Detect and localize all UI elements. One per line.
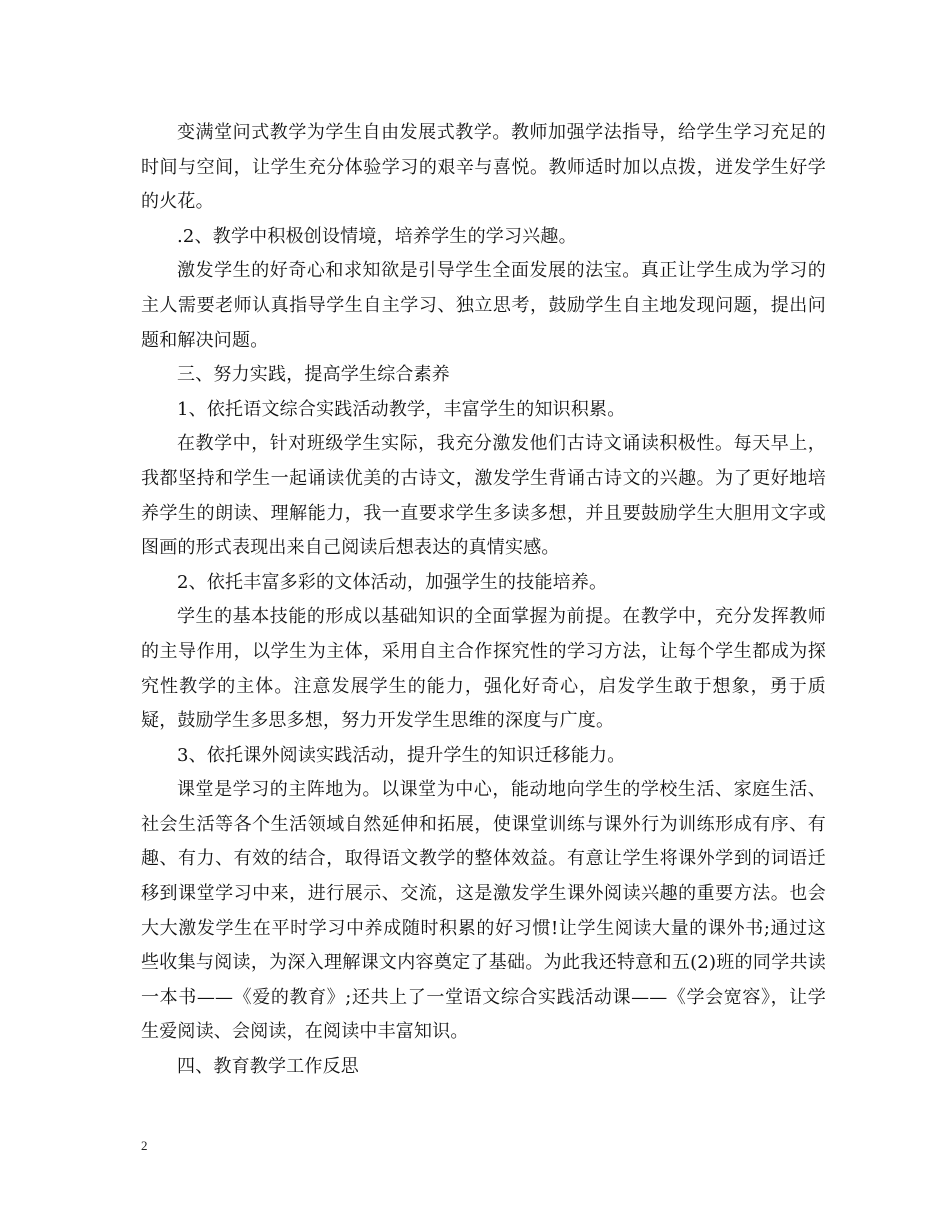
paragraph-classroom-main-position: 课堂是学习的主阵地为。以课堂为中心，能动地向学生的学校生活、家庭生活、社会生活等各个生活领域自然延伸和拓展，使课堂训练与课外行为训练形成有序、有趣、有力、有效的结合，取得语文教学的整体效益。有意让学生将课外学到的词语迁移到课堂学习中来，进行展示、交流，这是激发学生课外阅读兴趣的重要方法。也会大大激发学生在平时学习中养成随时积累的好习惯!让学生阅读大量的课外书;通过这些收集与阅读，为深入理解课文内容奠定了基础。为此我还特意和五(2)班的同学共读一本书——《爱的教育》;还共上了一堂语文综合实践活动课——《学会宽容》，让学生爱阅读、会阅读，在阅读中丰富知识。 bbox=[141, 779, 826, 1043]
heading-create-situations: .2、教学中积极创设情境，培养学生的学习兴趣。 bbox=[177, 225, 577, 247]
paragraph-classical-poetry: 在教学中，针对班级学生实际，我充分激发他们古诗文诵读积极性。每天早上，我都坚持和学生一起诵读优美的古诗文，激发学生背诵古诗文的兴趣。为了更好地培养学生的朗读、理解能力，我一直要求学生多读多想，并且要鼓励学生大胆用文字或图画的形式表现出来自己阅读后想表达的真情实感。 bbox=[141, 433, 826, 559]
section-heading-reflection: 四、教育教学工作反思 bbox=[177, 1056, 359, 1078]
page-number: 2 bbox=[141, 1138, 148, 1153]
paragraph-basic-skills: 学生的基本技能的形成以基础知识的全面掌握为前提。在教学中，充分发挥教师的主导作用，以学生为主体，采用自主合作探究性的学习方法，让每个学生都成为探究性教学的主体。注意发展学生的能力，强化好奇心，启发学生敢于想象，勇于质疑，鼓励学生多思多想，努力开发学生思维的深度与广度。 bbox=[141, 606, 826, 732]
paragraph-teaching-method: 变满堂问式教学为学生自由发展式教学。教师加强学法指导，给学生学习充足的时间与空间，让学生充分体验学习的艰辛与喜悦。教师适时加以点拨，迸发学生好学的火花。 bbox=[141, 122, 826, 213]
heading-extracurricular-reading: 3、依托课外阅读实践活动，提升学生的知识迁移能力。 bbox=[177, 744, 626, 766]
document-body bbox=[141, 116, 826, 1085]
heading-cultural-activities: 2、依托丰富多彩的文体活动，加强学生的技能培养。 bbox=[177, 571, 608, 593]
heading-chinese-practice-activities: 1、依托语文综合实践活动教学，丰富学生的知识积累。 bbox=[177, 398, 626, 420]
section-heading-practice: 三、努力实践，提高学生综合素养 bbox=[177, 364, 450, 386]
paragraph-curiosity: 激发学生的好奇心和求知欲是引导学生全面发展的法宝。真正让学生成为学习的主人需要老师认真指导学生自主学习、独立思考，鼓励学生自主地发现问题，提出问题和解决问题。 bbox=[141, 260, 826, 351]
